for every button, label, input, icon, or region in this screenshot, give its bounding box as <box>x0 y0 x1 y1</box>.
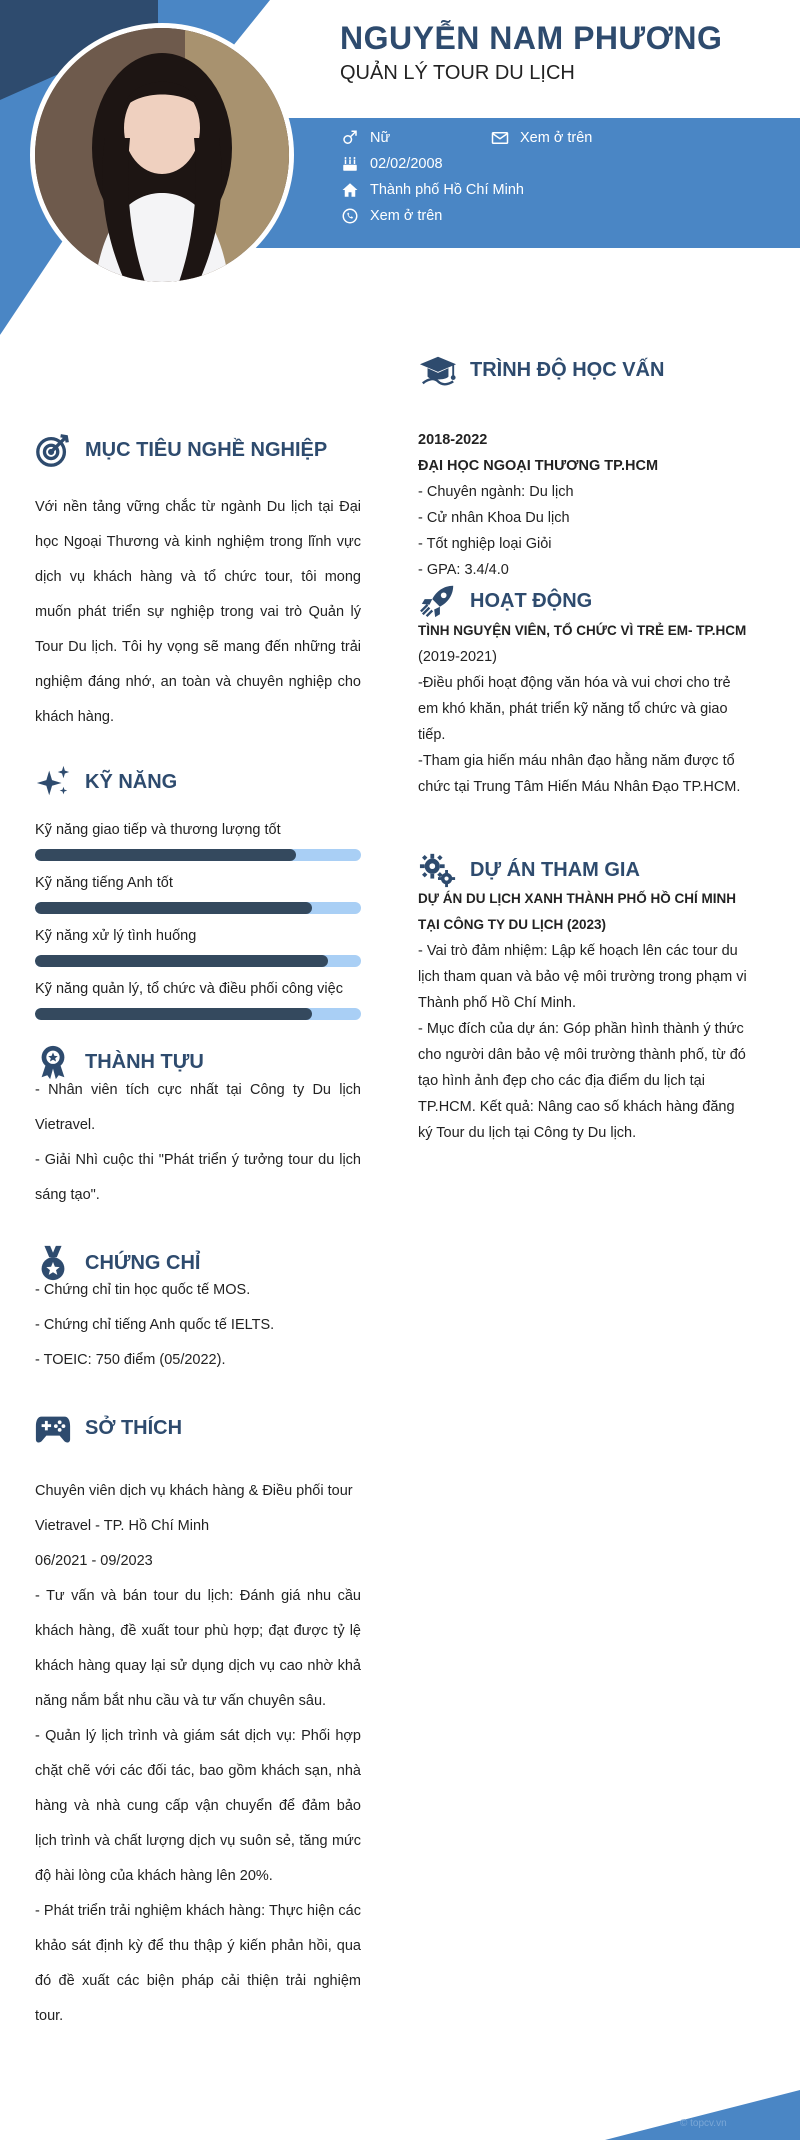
certificates-section-title: CHỨNG CHỈ <box>33 1243 200 1283</box>
contact-birthday: 02/02/2008 <box>340 154 443 174</box>
skill-bar-fill <box>35 902 312 914</box>
skill-bar <box>35 849 361 861</box>
activities-org: TÌNH NGUYỆN VIÊN, TỔ CHỨC VÌ TRẺ EM- TP.HCM <box>418 623 747 638</box>
footer-decoration <box>605 2090 800 2140</box>
skill-bar-fill <box>35 849 296 861</box>
achievements-list <box>35 1073 361 1213</box>
activities-period: (2019-2021) <box>418 649 497 665</box>
list-item: -Tham gia hiến máu nhân đạo hằng năm được tổ chức tại Trung Tâm Hiến Máu Nhân Đạo TP.HCM. <box>418 753 741 795</box>
education-section-title: TRÌNH ĐỘ HỌC VẤN <box>418 350 664 390</box>
sparkles-icon <box>33 762 73 802</box>
experience-period: 06/2021 - 09/2023 <box>35 1553 153 1569</box>
home-icon <box>340 180 360 200</box>
contact-address: Thành phố Hồ Chí Minh <box>340 180 524 200</box>
skills-section-title: KỸ NĂNG <box>33 762 177 802</box>
list-item: - Tốt nghiệp loại Giỏi <box>418 536 552 552</box>
skill-bar <box>35 955 361 967</box>
list-item: - Phát triển trải nghiệm khách hàng: Thực hiện các khảo sát định kỳ để thu thập ý kiến phản hồi, qua đó đề xuất các biện pháp cải thiện trải nghiệm tour. <box>35 1903 361 2024</box>
footer-watermark: © topcv.vn <box>680 2118 727 2129</box>
skill-bar-fill <box>35 1008 312 1020</box>
target-icon <box>33 430 73 470</box>
gender-icon <box>340 128 360 148</box>
list-item: - Chứng chỉ tiếng Anh quốc tế IELTS. <box>35 1317 275 1333</box>
activities-section-title: HOẠT ĐỘNG <box>418 581 592 621</box>
skill-bar <box>35 1008 361 1020</box>
skill-label: Kỹ năng quản lý, tổ chức và điều phối công việc <box>35 981 343 997</box>
list-item: - Nhân viên tích cực nhất tại Công ty Du lịch Vietravel. <box>35 1082 361 1133</box>
objective-text: Với nền tảng vững chắc từ ngành Du lịch tại Đại học Ngoại Thương và kinh nghiệm trong lĩnh vực dịch vụ khách hàng và tổ chức tour, tôi mong muốn phát triển sự nghiệp trong vai trò Quản lý Tour Du lịch. Tôi hy vọng sẽ mang đến những trải nghiệm đáng nhớ, an toàn và chuyên nghiệp cho khách hàng. <box>35 499 361 725</box>
birthday-cake-icon <box>340 154 360 174</box>
education-period: 2018-2022 <box>418 432 488 448</box>
list-item: -Điều phối hoạt động văn hóa và vui chơi cho trẻ em khó khăn, phát triển kỹ năng tổ chức và giao tiếp. <box>418 675 731 743</box>
contact-gender: Nữ <box>340 128 390 148</box>
avatar-portrait <box>35 28 289 282</box>
project-name: DỰ ÁN DU LỊCH XANH THÀNH PHỐ HỒ CHÍ MINH TẠI CÔNG TY DU LỊCH (2023) <box>418 891 736 932</box>
avatar <box>35 28 289 282</box>
graduation-cap-icon <box>418 350 458 390</box>
list-item: - TOEIC: 750 điểm (05/2022). <box>35 1352 226 1368</box>
skill-label: Kỹ năng giao tiếp và thương lượng tốt <box>35 822 281 838</box>
candidate-role: QUẢN LÝ TOUR DU LỊCH <box>340 62 575 84</box>
education-school: ĐẠI HỌC NGOẠI THƯƠNG TP.HCM <box>418 458 659 474</box>
rocket-icon <box>418 581 458 621</box>
list-item: - Cử nhân Khoa Du lịch <box>418 510 570 526</box>
phone-icon <box>340 206 360 226</box>
list-item: - Giải Nhì cuộc thi "Phát triển ý tưởng tour du lịch sáng tạo". <box>35 1152 361 1203</box>
skill-bar <box>35 902 361 914</box>
gears-icon <box>418 850 458 890</box>
contact-email[interactable]: Xem ở trên <box>490 128 592 148</box>
list-item: - Tư vấn và bán tour du lịch: Đánh giá nhu cầu khách hàng, đề xuất tour phù hợp; đạt được tỷ lệ khách hàng quay lại sử dụng dịch vụ cao nhờ khả năng nắm bắt nhu cầu và tư vấn chuyên sâu. <box>35 1588 361 1709</box>
contact-phone[interactable]: Xem ở trên <box>340 206 442 226</box>
education-block <box>418 427 748 583</box>
skill-label: Kỹ năng tiếng Anh tốt <box>35 875 173 891</box>
achievements-section-title: THÀNH TỰU <box>33 1042 204 1082</box>
candidate-name: NGUYỄN NAM PHƯƠNG <box>340 20 723 56</box>
activities-block <box>418 618 748 800</box>
skill-label: Kỹ năng xử lý tình huống <box>35 928 197 944</box>
list-item: - Vai trò đảm nhiệm: Lập kế hoạch lên các tour du lịch tham quan và bảo vệ môi trường trong phạm vi Thành phố Hồ Chí Minh. <box>418 943 747 1011</box>
gamepad-icon <box>33 1408 73 1448</box>
list-item: - Chuyên ngành: Du lịch <box>418 484 574 500</box>
hobbies-section-title: SỞ THÍCH <box>33 1408 182 1448</box>
projects-block <box>418 886 748 1146</box>
list-item: - Mục đích của dự án: Góp phần hình thành ý thức cho người dân bảo vệ môi trường thành phố, từ đó tạo hình ảnh đẹp cho các địa điểm du lịch tại TP.HCM. Kết quả: Nâng cao số khách hàng đăng ký Tour du lịch tại Công ty Du lịch. <box>418 1021 746 1141</box>
projects-section-title: DỰ ÁN THAM GIA <box>418 850 640 890</box>
experience-block <box>35 1474 361 2034</box>
list-item: - GPA: 3.4/4.0 <box>418 562 509 578</box>
list-item: - Quản lý lịch trình và giám sát dịch vụ: Phối hợp chặt chẽ với các đối tác, bao gồm khách sạn, nhà hàng và nhà cung cấp vận chuyển để đảm bảo lịch trình và chất lượng dịch vụ suôn sẻ, tăng mức độ hài lòng của khách hàng lên 20%. <box>35 1728 361 1884</box>
skill-bar-fill <box>35 955 328 967</box>
envelope-icon <box>490 128 510 148</box>
certificates-list <box>35 1273 361 1378</box>
objective-section-title: MỤC TIÊU NGHỀ NGHIỆP <box>33 430 327 470</box>
list-item: - Chứng chỉ tin học quốc tế MOS. <box>35 1282 251 1298</box>
experience-position: Chuyên viên dịch vụ khách hàng & Điều phối tour Vietravel - TP. Hồ Chí Minh <box>35 1483 353 1534</box>
